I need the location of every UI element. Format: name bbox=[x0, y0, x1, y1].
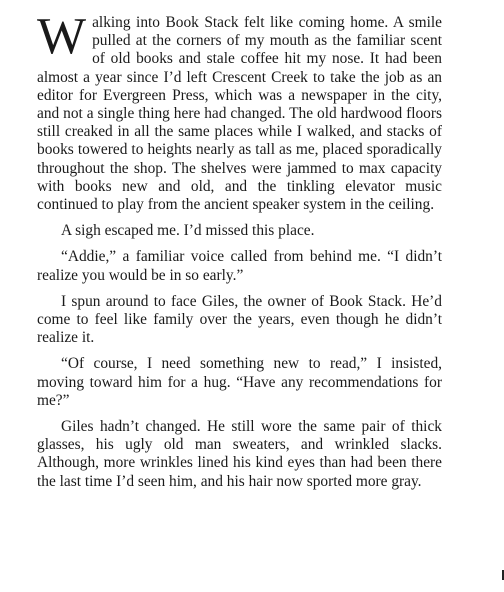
paragraph-1 bbox=[37, 8, 442, 214]
drop-cap: W bbox=[37, 8, 87, 65]
paragraph-6: Giles hadn’t changed. He still wore the same pair of thick glasses, his ugly old man sweaters, and wrinkled slacks. Although, more wrinkles lined his kind eyes than had been there the last time I’d seen him, and his hair now sported more gray. bbox=[37, 418, 442, 490]
paragraph-4: I spun around to face Giles, the owner of Book Stack. He’d come to feel like family over the years, even though he didn’t realize it. bbox=[37, 292, 442, 347]
paragraph-1-text: alking into Book Stack felt like coming home. A smile pulled at the corners of my mouth as the familiar scent of old books and stale coffee hit my nose. It had been almost a year since I’d left Crescent Creek to take the job as an editor for Evergreen Press, which was a newspaper in the city, and not a single thing here had changed. The old hardwood floors still creaked in all the same places while I walked, and stacks of books towered to heights nearly as tall as me, placed sporadically throughout the shop. The shelves were jammed to max capacity with books new and old, and the tinkling elevator music continued to play from the ancient speaker system in the ceiling. bbox=[37, 14, 442, 214]
paragraph-2: A sigh escaped me. I’d missed this place. bbox=[61, 222, 315, 240]
paragraph-3: “Addie,” a familiar voice called from behind me. “I didn’t realize you would be in so early.” bbox=[37, 248, 442, 284]
document-page bbox=[37, 8, 442, 499]
paragraph-5: “Of course, I need something new to read,” I insisted, moving toward him for a hug. “Have any recommendations for me?” bbox=[37, 355, 442, 409]
